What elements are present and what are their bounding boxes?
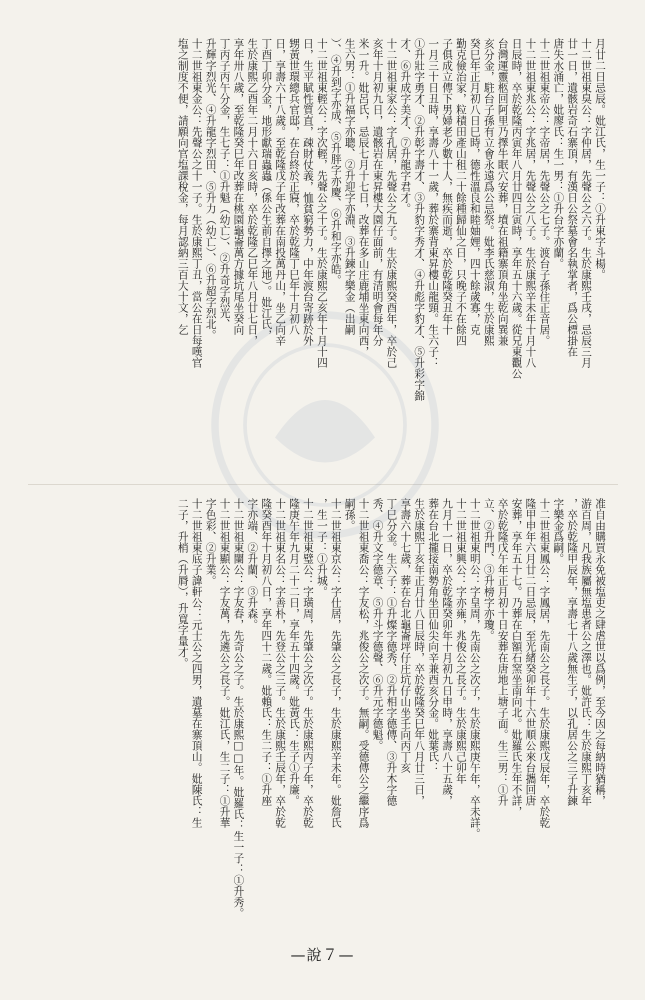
genealogy-text-lower: 准自由購買永免被塩吏之肆虐世以爲例，至今因之每納時猶稱， 游百周，凡我族屬無塩患者公之澤也。妣許氏：生於康熙丁亥年 ，卒於乾隆甲辰年，享壽七十八歲無生子，以孔居公之三子升鍊 字樂金爲嗣。 十二世祖東鳳公：字鳳居，先南公之長子。生於康熙戊辰年，卒於乾 隆甲申年六月廿二日忌辰，至光緒癸卯年十六世順公來台攜回唐 安葬，享年五十七。乃葬在白額石窯坐南向北。妣羅氏生年不詳， 卒於乾隆戊午年正月初十日安葬在唐地上塘子面。生三男：①升 立、②升門、③升榜字亦瓊。 十二世祖東明公：字皇周，先南公之次子，生於康熙庚午年，卒未詳。 十二世祖東興公：字亦雍，兆俊公之長子。生於康熙己卯年 九月十一日，卒於乾隆癸卯年十月初九日申時，享壽八十五歲， 葬在台北攏接南勢角坐田仙尖向辛兼酉亥分金。妣葉氏： 生於康熙丁亥年正月廿八日辰時，卒於乾隆癸巳年八月廿三日， 享壽六十七歲，葬在台北龜崙坪仔庄坑仔山坐壬向丙丁亥 丁巳分金。生六子：①升燦字德秀、②升相字德傳、③升木字德 秀、④升文字德章、⑤升斗字德聲、⑥升元字德魁。 十二世祖東喬公：字友松，兆俊公之次子。無嗣。受德傳公之繼序爲 嗣孫。 十二世祖東京公：字仕居，先肇公之長子，生於康熙辛未年。妣詹氏 ，生一子：①升城。 十二世祖東璧公：字璜周，先肇公之次子。生於康熙丙子年，卒於乾 隆庚午年九月二十二日，享年五十四歲。妣黃氏：生子①升廉。 十二世祖東名公：字善朴，先登公之三子。生於康熙壬辰年，卒於乾 隆癸酉年十月初八日，享年四十二歲。妣賴氏：生二子：①升座 字亦端、②升蘭、③升森。 十二世祖東闌公：字友春，先奇公之子。生於康熙□□年。妣羅氏：生一子：①升秀。 十二世祖東顯公：字友萬，先遴公之長子。妣江氏，生二子：①升華 字色彩、②升業。 十二世祖東底子諱軒公：元士公之四男，遺墓在寨頂山。妣陳氏：生 二子，升梢（升脣），升寬字量才。 [176, 498, 606, 919]
genealogy-text-upper: 月廿二日忌辰。妣江氏，生一子：①升東字斗楊。 十二世祖東臭公：字仲居，先聲公之六子。生於康熙壬戌，忌辰三月 廿一日，遺骸岩奇石寨頂，有漢日公祭墓會名執掌者，爲公標掛在 唐失水涌亡，妣廖氏：生一男：①升台字亦蘭。 十二世祖東帝公：字帝居，先聲公之七子。渡台子孫住正音居。 十二世祖東兆公：字兆居，先聲公之八子。生於康熙辛未年十月十八 日辰時，卒於乾隆丙寅年八月廿四日寅時，享年五十六歲。從兄東觀公 台灣運靈柩回阿里乃擇牛眠穴安葬，墳在祖籍寨頂角坐乾向巽兼 亥分金，駐台子孫有立會永遠爲公忌祭。妣李氏慈淑，生於康熙 癸巳年正月初八日巳時，德性溫良和睦妯娌，四十餘歲寡，克 勤克儉治家，粒積田產山租二十餘種歸仙之日，只晚子不在餘四 子俱成立傳下男婦老少數十人，無疾而逝，卒於乾隆癸丑年十 一月三十日丑時，享壽八十一歲，葬於寨背東昇樓山龍頸。生六子： ①升壯字勇才、②升彰字壽才、③升豹字秀才、④升彪字豹才、⑤升彩字錦 才、⑥升成字美才、⑦升龍字君才。 十二世祖東家公：字孔居，先聲公之九子。生於康熙癸酉年，卒於己 亥年十月初九日，遺骸岩在東昇樓大園仔面前，有清明會每年分 米一升。妣呂氏，忌辰七月十七日，改葬在多山庄鹿埔坐東向西， 生六男：①升福字亦聰、②升迎字亦淵、③升鍊字樂金（出嗣 ）、④升到字亦成、⑤升胖字亦慶、⑥升和字亦皓。 十二世祖東輕公：字次輕，先聲公之十子。生於康熙乙亥年十月十四 日，生平賦性質直，疎財仗義，恤貧窮勢力，中年渡台寄跡於外 甥黃世環總兵官邸，在台終於正寢，卒於乾隆丁巳年十月初八 日，享壽六十八歲。至乾隆戊子年改葬在南投萬丹山，坐乙向辛 丁酉丁卯分金，地形獻瑞蟲蟲（係公生前自擇之地）。妣江氏， 生於康熙乙酉年二月十六日亥時，卒於乾隆乙巳年八月廿七日， 享年卅八歲，至乾隆癸巳年改葬在桃園龜崙萬方據坑尾坐癸向 丁丙子丙午分金，生七子：①升魁（幼亡）、②升奇字烈光、 升輝字烈光、④升龍字烈田、⑤升力（幼亡）、⑥升超字烈北。 十二世祖東金公：先聲公之十一子。生於康熙丁丑，當公在日每嘆官 塩之制度不便，請願向官塩課稅金，每月認納三百大十文，乞 [176, 38, 606, 401]
section-divider [28, 484, 618, 485]
page-number: —說７— [290, 946, 355, 964]
